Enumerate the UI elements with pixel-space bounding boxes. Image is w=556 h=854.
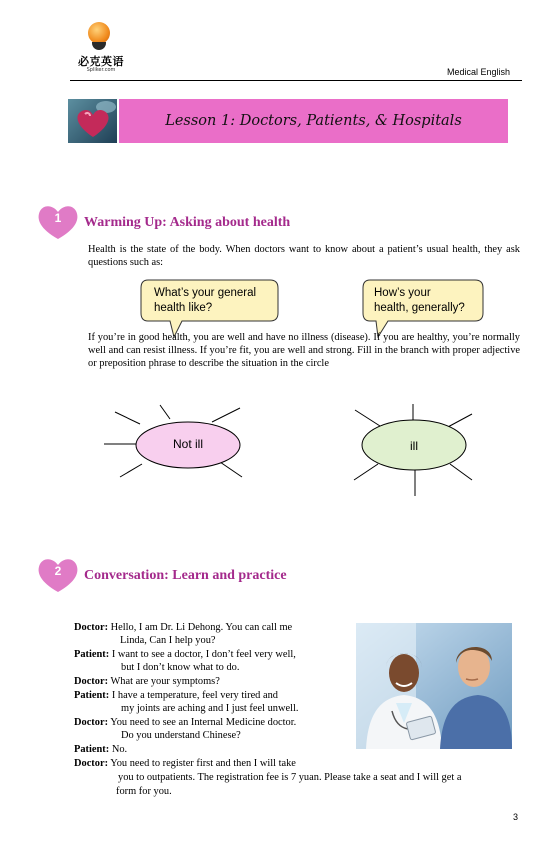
logo-brand-text: 必克英语 xyxy=(78,55,124,68)
section-1-number: 1 xyxy=(54,211,62,225)
dialogue-line xyxy=(74,757,296,770)
speaker-label: Doctor: xyxy=(74,758,109,769)
lesson-title-bar xyxy=(119,99,508,143)
logo-mascot-base xyxy=(92,42,106,50)
site-logo xyxy=(70,22,132,74)
dialogue-text: Do you understand Chinese? xyxy=(121,730,241,741)
logo-mascot-icon xyxy=(88,22,110,44)
dialogue-line xyxy=(121,661,239,674)
speech-bubble-right xyxy=(362,279,484,339)
speaker-label: Doctor: xyxy=(74,717,109,728)
speaker-label: Doctor: xyxy=(74,676,109,687)
diagram-right-label: ill xyxy=(410,439,418,453)
dialogue-line xyxy=(121,729,241,742)
section-2-title: Conversation: Learn and practice xyxy=(84,568,287,583)
dialogue-text: You need to see an Internal Medicine doctor. xyxy=(110,717,297,728)
dialogue-line xyxy=(121,702,298,715)
section-2-number: 2 xyxy=(54,564,62,578)
doctor-patient-photo-icon xyxy=(356,623,512,749)
dialogue-line xyxy=(74,675,220,688)
speaker-label: Patient: xyxy=(74,744,110,755)
heart-photo xyxy=(68,99,117,143)
logo-sub-text: Spliker.com xyxy=(86,67,116,73)
dialogue-line xyxy=(116,785,172,798)
dialogue-text: but I don’t know what to do. xyxy=(121,662,240,673)
bubble-right-line-2: health, generally? xyxy=(374,302,465,314)
dialogue-text: form for you. xyxy=(116,786,172,797)
dialogue-text: Linda, Can I help you? xyxy=(120,635,216,646)
dialogue-line xyxy=(74,648,296,661)
dialogue-text: You need to register first and then I will take xyxy=(110,758,296,769)
dialogue-text: What are your symptoms? xyxy=(110,676,220,687)
lesson-title: Lesson 1: Doctors, Patients, & Hospitals xyxy=(165,113,462,129)
section-1-intro: Health is the state of the body. When doctors want to know about a patient’s usual health, they ask questions such as: xyxy=(88,244,520,268)
speech-bubble-left xyxy=(140,279,280,339)
section-1-heart xyxy=(36,203,80,241)
dialogue-text: Hello, I am Dr. Li Dehong. You can call me xyxy=(110,622,293,633)
dialogue-line xyxy=(74,743,127,756)
bubble-right-line-1: How’s your xyxy=(374,287,431,299)
dialogue-line xyxy=(74,716,296,729)
section-1-body: If you’re in good health, you are well and have no illness (disease). If you are healthy, you’re normally well and can resist illness. If you’re fit, you are well and strong. Fill in the branch with proper adjective or preposition phrase to describe the situation in the circle xyxy=(88,332,520,369)
dialogue-text: I have a temperature, feel very tired and xyxy=(111,690,278,701)
header-divider xyxy=(70,80,522,81)
speaker-label: Doctor: xyxy=(74,622,109,633)
dialogue-text: I want to see a doctor, I don’t feel very well, xyxy=(111,649,296,660)
lesson-banner xyxy=(68,99,508,143)
dialogue-line xyxy=(118,771,461,784)
speaker-label: Patient: xyxy=(74,649,110,660)
diagram-left-label: Not ill xyxy=(172,437,203,451)
dialogue-line xyxy=(120,634,216,647)
header-title: Medical English xyxy=(446,67,510,77)
dialogue-text: you to outpatients. The registration fee is 7 yuan. Please take a seat and I will get a xyxy=(118,772,462,783)
heart-photo-icon xyxy=(68,99,117,143)
section-2-heart xyxy=(36,556,80,594)
dialogue-text: No. xyxy=(111,744,128,755)
speaker-label: Patient: xyxy=(74,690,110,701)
dialogue-line xyxy=(74,689,278,702)
dialogue-text: my joints are aching and I just feel unwell. xyxy=(121,703,299,714)
section-1-title: Warming Up: Asking about health xyxy=(84,215,291,230)
dialogue-line xyxy=(74,621,292,634)
bubble-left-line-2: health like? xyxy=(154,302,213,314)
page-number: 3 xyxy=(512,812,518,822)
doctor-patient-photo xyxy=(356,623,512,749)
bubble-left-line-1: What’s your general xyxy=(154,287,257,299)
